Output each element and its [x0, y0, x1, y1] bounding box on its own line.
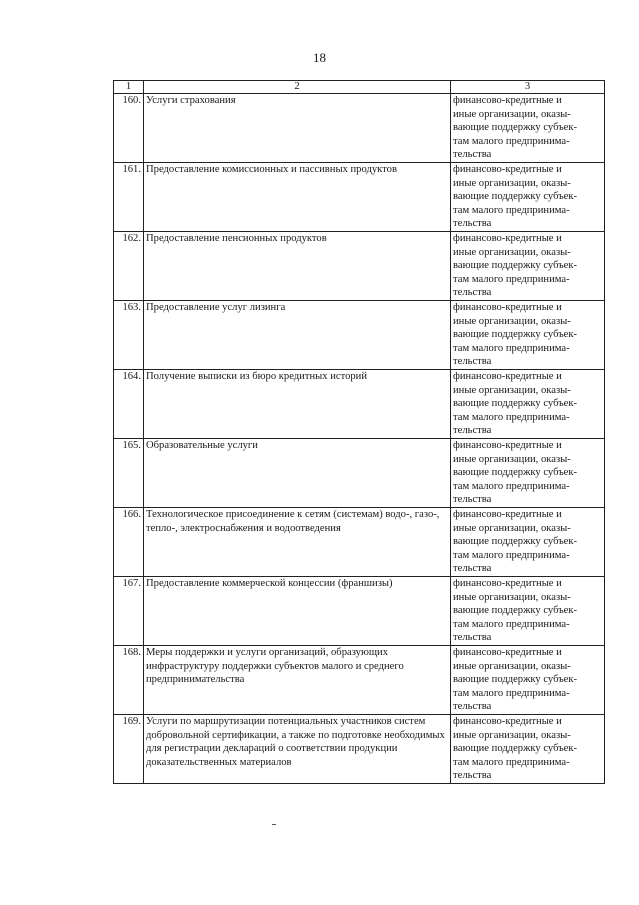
row-number: 166.: [114, 508, 144, 577]
table-row: [114, 163, 605, 232]
service-name: Услуги страхования: [144, 94, 451, 163]
row-number: 169.: [114, 715, 144, 784]
service-name: Предоставление пенсионных продуктов: [144, 232, 451, 301]
page-number: 18: [313, 50, 326, 65]
table-row: [114, 232, 605, 301]
row-number: 162.: [114, 232, 144, 301]
organization-type: финансово-кредитные и иные организации, оказы- вающие поддержку субъек- там малого предпринима- тельства: [451, 370, 605, 439]
service-name: Образовательные услуги: [144, 439, 451, 508]
organization-type: финансово-кредитные и иные организации, оказы- вающие поддержку субъек- там малого предпринима- тельства: [451, 715, 605, 784]
table-row: [114, 301, 605, 370]
table-row: [114, 439, 605, 508]
organization-type: финансово-кредитные и иные организации, оказы- вающие поддержку субъек- там малого предпринима- тельства: [451, 301, 605, 370]
table-row: [114, 715, 605, 784]
row-number: 165.: [114, 439, 144, 508]
organization-type: финансово-кредитные и иные организации, оказы- вающие поддержку субъек- там малого предпринима- тельства: [451, 232, 605, 301]
service-name: Получение выписки из бюро кредитных историй: [144, 370, 451, 439]
row-number: 168.: [114, 646, 144, 715]
service-name: Предоставление коммерческой концессии (франшизы): [144, 577, 451, 646]
organization-type: финансово-кредитные и иные организации, оказы- вающие поддержку субъек- там малого предпринима- тельства: [451, 577, 605, 646]
row-number: 160.: [114, 94, 144, 163]
row-number: 163.: [114, 301, 144, 370]
service-name: Предоставление услуг лизинга: [144, 301, 451, 370]
service-name: Услуги по маршрутизации потенциальных участников систем добровольной сертификации, а также по подготовке необходимых для регистрации деклараций о соответствии продукции доказательственных материалов: [144, 715, 451, 784]
column-header-service: 2: [144, 81, 451, 94]
table-row: [114, 508, 605, 577]
table-row: [114, 94, 605, 163]
column-header-organization: 3: [451, 81, 605, 94]
service-name: Меры поддержки и услуги организаций, образующих инфраструктуру поддержки субъектов малого и среднего предпринимательства: [144, 646, 451, 715]
organization-type: финансово-кредитные и иные организации, оказы- вающие поддержку субъек- там малого предпринима- тельства: [451, 163, 605, 232]
organization-type: финансово-кредитные и иные организации, оказы- вающие поддержку субъек- там малого предпринима- тельства: [451, 439, 605, 508]
service-name: Предоставление комиссионных и пассивных продуктов: [144, 163, 451, 232]
row-number: 161.: [114, 163, 144, 232]
organization-type: финансово-кредитные и иные организации, оказы- вающие поддержку субъек- там малого предпринима- тельства: [451, 646, 605, 715]
services-table: [113, 80, 605, 784]
table-row: [114, 577, 605, 646]
row-number: 164.: [114, 370, 144, 439]
service-name: Технологическое присоединение к сетям (системам) водо-, газо-, тепло-, электроснабжения и водоотведения: [144, 508, 451, 577]
table-header-row: [114, 81, 605, 94]
column-header-number: 1: [114, 81, 144, 94]
row-number: 167.: [114, 577, 144, 646]
organization-type: финансово-кредитные и иные организации, оказы- вающие поддержку субъек- там малого предпринима- тельства: [451, 94, 605, 163]
footer-mark: [272, 824, 276, 825]
table-row: [114, 646, 605, 715]
table-row: [114, 370, 605, 439]
organization-type: финансово-кредитные и иные организации, оказы- вающие поддержку субъек- там малого предпринима- тельства: [451, 508, 605, 577]
